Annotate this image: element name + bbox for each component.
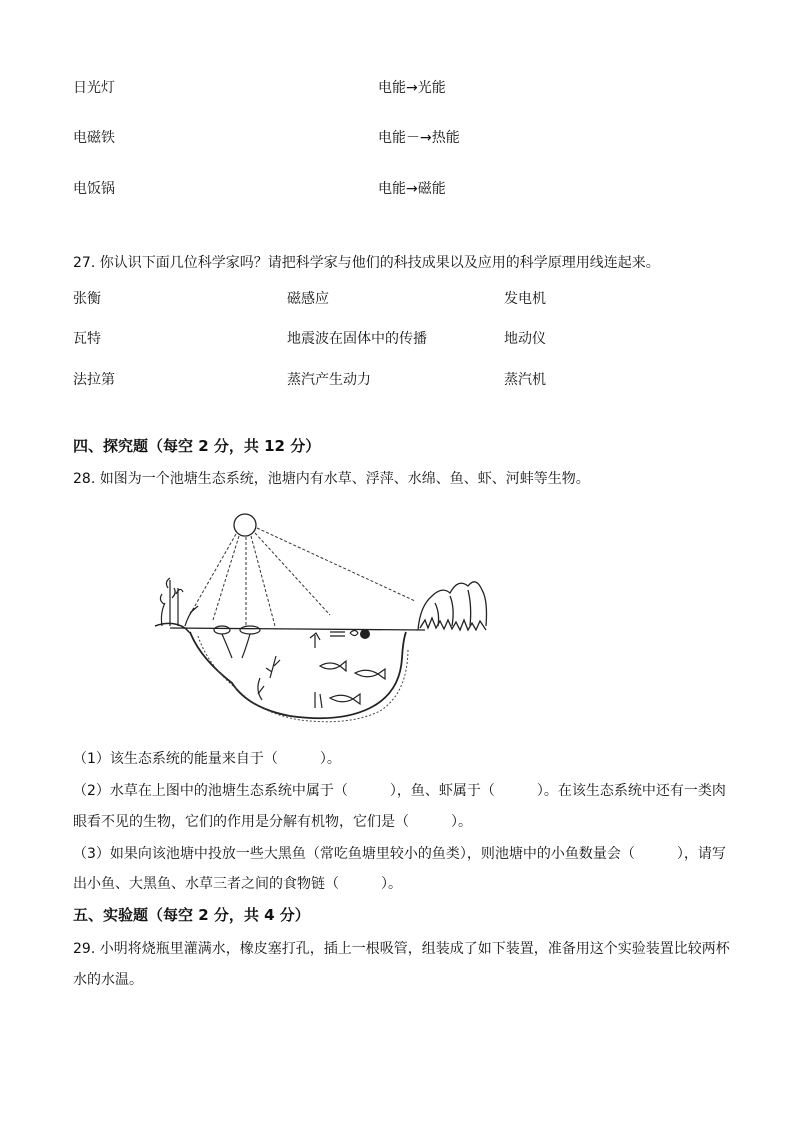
- right-bank-plants: [418, 582, 487, 630]
- section-heading: 五、实验题（每空 2 分，共 4 分）: [73, 906, 310, 924]
- match-left-item: 电磁铁: [73, 130, 115, 146]
- scientist-item: 张衡: [73, 291, 101, 307]
- section-heading: 四、探究题（每空 2 分，共 12 分）: [73, 437, 321, 455]
- question-28-part-3-line2: 出小鱼、大黑鱼、水草三者之间的食物链（ ）。: [73, 876, 402, 892]
- invention-item: 地动仪: [504, 331, 546, 347]
- match-left-item: 日光灯: [73, 80, 115, 96]
- question-29-line2: 水的水温。: [73, 972, 143, 988]
- scientist-item: 法拉第: [73, 372, 115, 388]
- invention-item: 蒸汽机: [504, 372, 546, 388]
- mussel-icon: [360, 629, 370, 639]
- pond-ecosystem-diagram: [150, 508, 495, 743]
- scientist-item: 瓦特: [73, 331, 101, 347]
- pond-sediment: [198, 636, 408, 722]
- question-28-stem: 28. 如图为一个池塘生态系统，池塘内有水草、浮萍、水绵、鱼、虾、河蚌等生物。: [73, 471, 590, 487]
- question-28-part-3-line1: （3）如果向该池塘中投放一些大黑鱼（常吃鱼塘里较小的鱼类），则池塘中的小鱼数量会（ ），请写: [73, 846, 726, 862]
- match-right-item: 电能→光能: [378, 80, 446, 96]
- question-28-part-2-line2: 眼看不见的生物，它们的作用是分解有机物，它们是（ ）。: [73, 814, 472, 830]
- question-28-part-1: （1）该生态系统的能量来自于（ ）。: [73, 751, 341, 767]
- invention-item: 发电机: [504, 291, 546, 307]
- sunlight-rays: [188, 528, 415, 626]
- question-28-part-2-line1: （2）水草在上图中的池塘生态系统中属于（ ），鱼、虾属于（ ）。在该生态系统中还有一类肉: [73, 783, 726, 799]
- question-29-line1: 29. 小明将烧瓶里灌满水，橡皮塞打孔，插上一根吸管，组装成了如下装置，准备用这个实验装置比较两杯: [73, 941, 730, 957]
- principle-item: 磁感应: [287, 291, 329, 307]
- duckweed-icon: [214, 626, 260, 658]
- principle-item: 蒸汽产生动力: [287, 372, 371, 388]
- principle-item: 地震波在固体中的传播: [287, 331, 427, 347]
- water-weed-icon: [258, 656, 322, 708]
- sun-icon: [234, 514, 256, 536]
- reed-icon: [160, 578, 198, 626]
- match-right-item: 电能→磁能: [378, 181, 446, 197]
- fish-icon: [320, 661, 385, 704]
- water-surface: [170, 628, 425, 630]
- question-27-stem: 27. 你认识下面几位科学家吗？请把科学家与他们的科技成果以及应用的科学原理用线连起来。: [73, 255, 660, 271]
- match-right-item: 电能－→热能: [378, 130, 460, 146]
- shrimp-icon: [310, 632, 345, 648]
- match-left-item: 电饭锅: [73, 181, 115, 197]
